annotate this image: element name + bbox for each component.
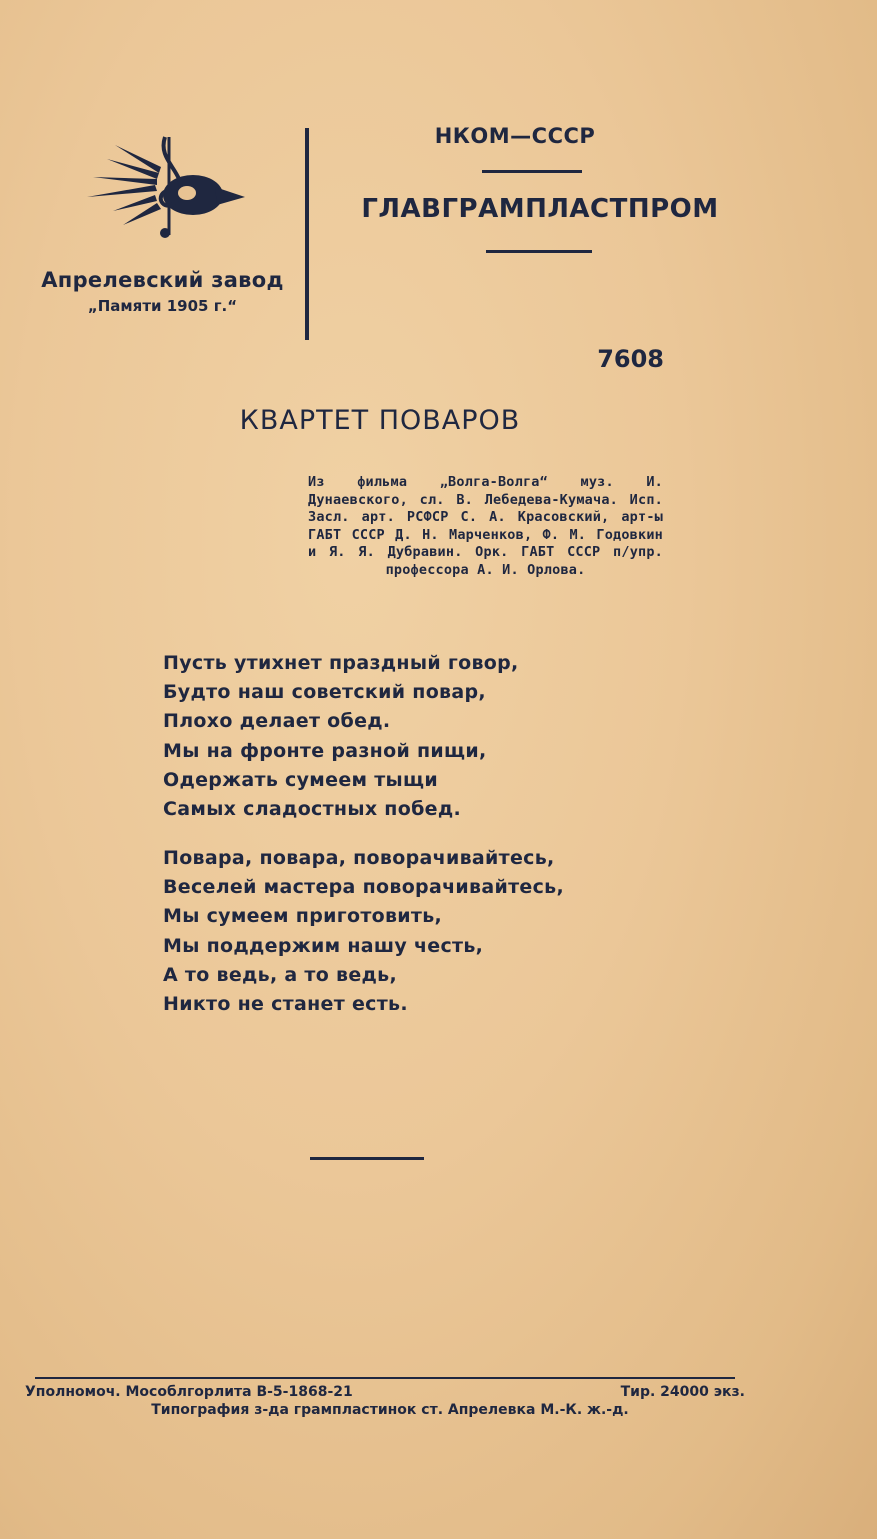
org-line-1: НКОМ—СССР [434, 124, 596, 148]
lyric-line: Одержать сумеем тыщи [163, 768, 438, 791]
lyric-line: Никто не станет есть. [163, 993, 408, 1016]
lyric-line: Будто наш советский повар, [163, 681, 486, 704]
catalog-number: 7608 [597, 345, 664, 373]
org-divider-1 [482, 170, 582, 173]
verse-2 [163, 844, 643, 1019]
song-credits: Из фильма „Волга-Волга“ муз. И. Дунаевского, сл. В. Лебедева-Кумача. Исп. Засл. арт. РСФСР С. А. Красовский, арт-ы ГАБТ СССР Д. Н. Марченков, Ф. М. Годовкин и Я. Я. Дубравин. Орк. ГАБТ СССР п/упр. профессора А. И. Орлова. [308, 474, 663, 578]
factory-subtitle: „Памяти 1905 г.“ [87, 297, 238, 315]
censor-permit: Уполномоч. Мособлгорлита В-5-1868-21 [25, 1384, 353, 1400]
song-title: КВАРТЕТ ПОВАРОВ [239, 405, 521, 436]
org-divider-2 [486, 250, 592, 253]
lyric-line: Мы на фронте разной пищи, [163, 739, 487, 762]
lyric-line: Повара, повара, поворачивайтесь, [163, 847, 555, 869]
lyric-line: Пусть утихнет праздный говор, [163, 652, 519, 674]
org-line-2: ГЛАВГРАМПЛАСТПРОМ [361, 194, 719, 224]
lyric-line: Самых сладостных побед. [163, 798, 461, 821]
factory-name: Апрелевский завод [41, 268, 284, 292]
lyric-line: А то ведь, а то ведь, [163, 963, 398, 986]
treble-clef-wings-logo [85, 135, 250, 245]
end-divider [310, 1157, 424, 1160]
lyric-line: Мы сумеем приготовить, [163, 905, 443, 928]
imprint-line-2: Типография з-да грампластинок ст. Апрелевка М.-К. ж.-д. [151, 1402, 629, 1418]
footer-rule [35, 1377, 735, 1379]
verse-1 [163, 649, 643, 824]
print-run: Тир. 24000 экз. [620, 1384, 745, 1400]
imprint-line-1 [25, 1384, 745, 1400]
vertical-divider [305, 128, 309, 340]
lyric-line: Мы поддержим нашу честь, [163, 934, 484, 957]
lyric-line: Плохо делает обед. [163, 710, 391, 733]
lyric-line: Веселей мастера поворачивайтесь, [163, 876, 564, 899]
